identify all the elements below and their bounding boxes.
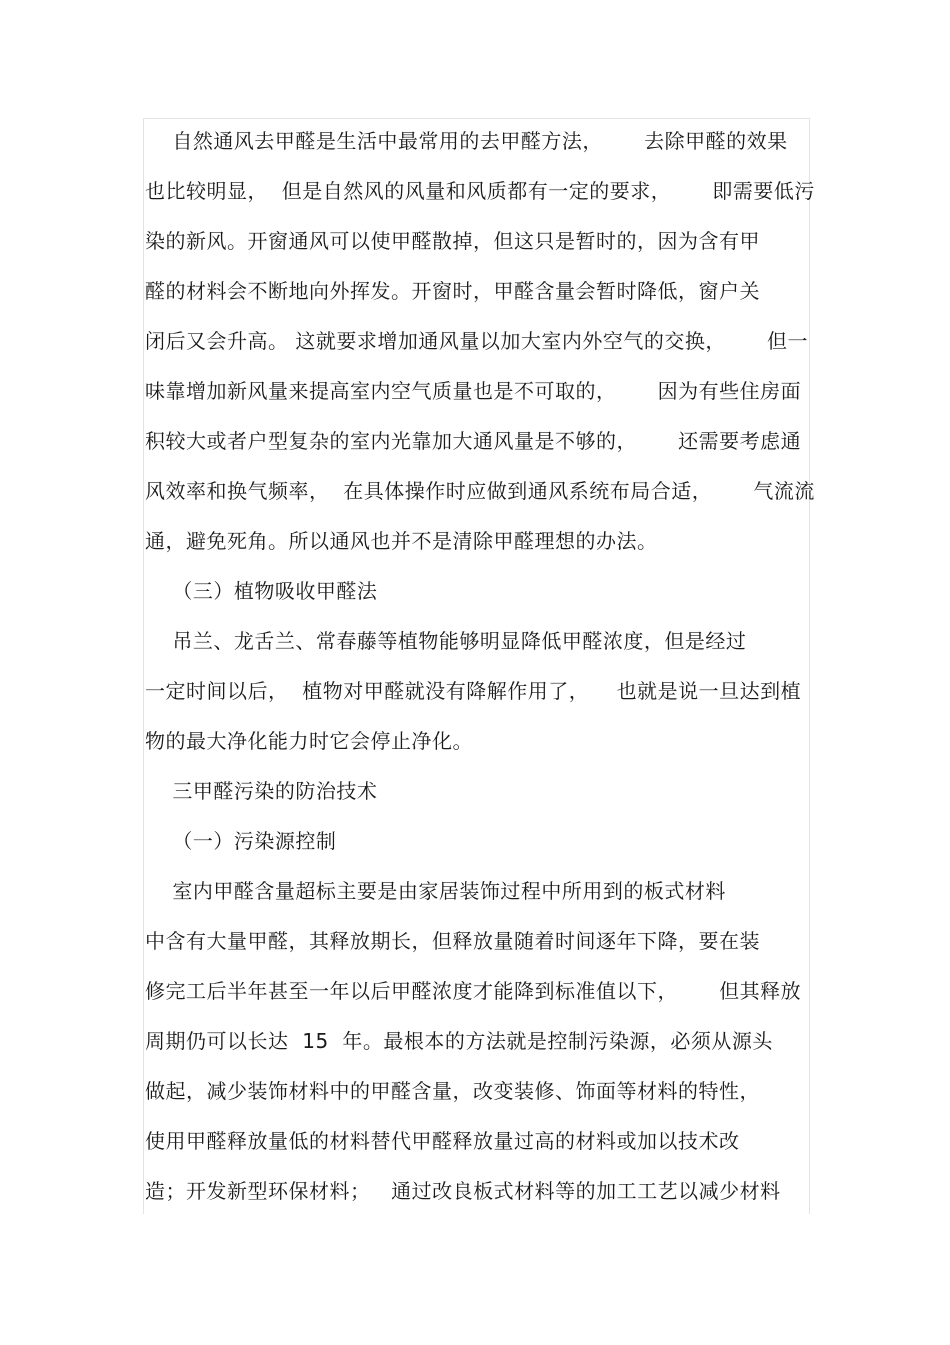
text-line: 闭后又会升高。 这就要求增加通风量以加大室内外空气的交换， 但一 bbox=[145, 329, 809, 353]
text-line: 一定时间以后， 植物对甲醛就没有降解作用了， 也就是说一旦达到植 bbox=[145, 679, 802, 703]
text-line: 通，避免死角。所以通风也并不是清除甲醛理想的办法。 bbox=[145, 529, 658, 553]
text-line: 做起，减少装饰材料中的甲醛含量，改变装修、饰面等材料的特性， bbox=[145, 1079, 760, 1103]
text-line: 造；开发新型环保材料； 通过改良板式材料等的加工工艺以减少材料 bbox=[145, 1179, 781, 1203]
text-line: 积较大或者户型复杂的室内光靠加大通风量是不够的， 还需要考虑通 bbox=[145, 429, 802, 453]
text-line: 醛的材料会不断地向外挥发。开窗时，甲醛含量会暂时降低，窗户关 bbox=[145, 279, 760, 303]
text-line: 味靠增加新风量来提高室内空气质量也是不可取的， 因为有些住房面 bbox=[145, 379, 802, 403]
text-line: 自然通风去甲醛是生活中最常用的去甲醛方法， 去除甲醛的效果 bbox=[145, 129, 788, 153]
text-line: 室内甲醛含量超标主要是由家居装饰过程中所用到的板式材料 bbox=[145, 879, 726, 903]
text-line: 使用甲醛释放量低的材料替代甲醛释放量过高的材料或加以技术改 bbox=[145, 1129, 740, 1153]
text-line: 中含有大量甲醛，其释放期长，但释放量随着时间逐年下降，要在装 bbox=[145, 929, 760, 953]
text-line: 周期仍可以长达 15 年。最根本的方法就是控制污染源，必须从源头 bbox=[145, 1029, 773, 1053]
text-line: 也比较明显， 但是自然风的风量和风质都有一定的要求， 即需要低污 bbox=[145, 179, 815, 203]
section-heading: 三甲醛污染的防治技术 bbox=[145, 779, 378, 803]
section-heading: （三）植物吸收甲醛法 bbox=[145, 579, 378, 603]
text-line: 吊兰、龙舌兰、常春藤等植物能够明显降低甲醛浓度，但是经过 bbox=[145, 629, 747, 653]
text-line: 修完工后半年甚至一年以后甲醛浓度才能降到标准值以下， 但其释放 bbox=[145, 979, 802, 1003]
text-line: 物的最大净化能力时它会停止净化。 bbox=[145, 729, 473, 753]
text-line: 染的新风。开窗通风可以使甲醛散掉，但这只是暂时的，因为含有甲 bbox=[145, 229, 760, 253]
text-line: 风效率和换气频率， 在具体操作时应做到通风系统布局合适， 气流流 bbox=[145, 479, 815, 503]
section-heading: （一）污染源控制 bbox=[145, 829, 337, 853]
